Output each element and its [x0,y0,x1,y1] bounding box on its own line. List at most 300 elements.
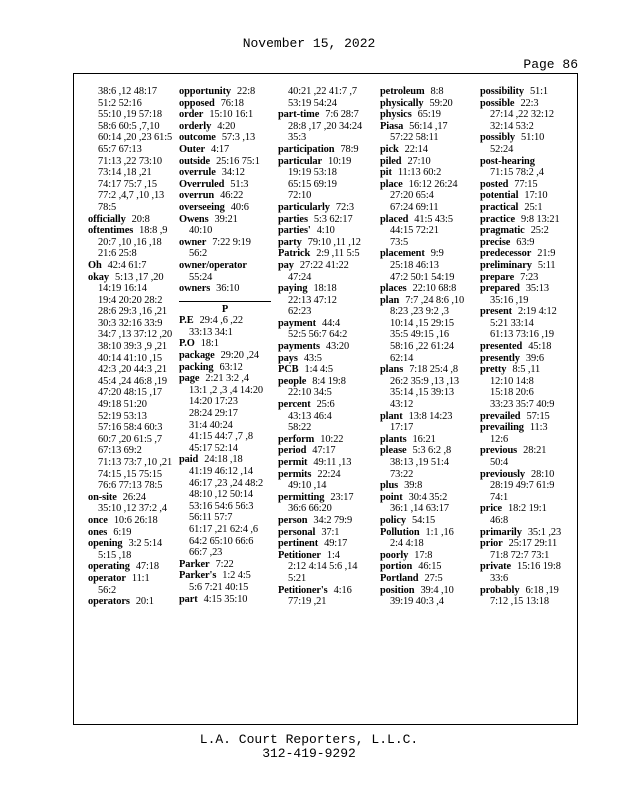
index-reference-line: 21:6 25:8 [98,248,137,260]
index-entry [380,156,472,168]
index-entry [88,527,180,539]
index-entry [480,422,572,434]
index-reference-line: 40:10 [189,225,213,237]
index-reference-line: 35:3 [288,132,307,144]
index-references: 22:10 68:8 [412,283,457,295]
index-references: 45:18 [528,341,552,353]
index-headword: presented [480,341,523,353]
index-references: 11:3 [529,422,548,434]
index-reference-line: 47:20 48:15 ,17 [98,387,163,399]
index-entry [88,538,180,550]
index-entry [278,214,370,226]
index-references: 79:10 ,11 ,12 [307,236,361,248]
index-headword: payments [278,341,320,353]
index-entry [380,480,472,492]
index-headword: possible [480,97,515,109]
index-references: 27:22 41:22 [299,259,349,271]
index-references: 4:16 [333,584,352,596]
index-entry [380,550,472,562]
index-reference-line: 73:22 [390,468,414,480]
index-entry [88,225,180,237]
index-headword: prevailed [480,410,521,422]
index-entry [380,515,472,527]
index-entry [480,98,572,110]
index-reference-line: 27:20 65:4 [390,190,434,202]
index-headword: order [179,109,204,121]
index-reference-line: 42:3 ,20 44:3 ,21 [98,364,168,376]
index-references: 30:4 35:2 [408,491,448,503]
index-reference-line: 52:24 [490,143,514,155]
index-headword: post-hearing [480,155,535,167]
index-references: 35:13 [525,283,549,295]
index-headword: part [179,593,198,605]
index-references: 34:2 79:9 [313,514,353,526]
index-entry [278,260,370,272]
index-references: 25:17 29:11 [508,538,558,550]
index-headword: period [278,445,307,457]
index-entry [278,353,370,365]
index-entry [380,445,472,457]
index-references: 6:19 [113,526,132,538]
index-entry [88,260,180,272]
index-entry [278,376,370,388]
index-entry [480,411,572,423]
index-references: 25:2 [530,225,549,237]
index-headword: practice [480,213,515,225]
index-entry [380,86,472,98]
index-headword: pay [278,259,294,271]
index-headword: part-time [278,109,320,121]
index-headword: practical [480,201,519,213]
index-references: 23:17 [330,491,354,503]
index-reference-line: 51:2 52:16 [98,97,142,109]
index-references: 29:4 ,6 ,22 [199,315,243,327]
index-references: 29:20 ,24 [220,350,260,362]
index-entry [278,237,370,249]
index-entry [179,350,271,362]
index-entry [278,550,370,562]
index-headword: pragmatic [480,225,525,237]
index-entry [480,538,572,550]
index-references: 76:18 [220,97,244,109]
index-reference-line: 22:13 47:12 [288,294,337,306]
index-reference-line: 30:3 32:16 33:9 [98,317,163,329]
index-references: 7:23 [520,271,539,283]
index-entry [179,315,271,327]
index-references: 5:13 ,17 ,20 [114,271,164,283]
index-references: 5:3 62:17 [313,213,353,225]
index-reference-line: 58:22 [288,422,312,434]
index-reference-line: 39:19 40:3 ,4 [390,596,444,608]
index-references: 37:1 [321,526,340,538]
index-reference-line: 47:2 50:1 54:19 [390,271,455,283]
index-entry [480,179,572,191]
index-references: 18:2 19:1 [508,503,547,515]
index-entry [480,225,572,237]
index-entry [480,190,572,202]
index-entry [380,527,472,539]
index-reference-line: 35:10 ,12 37:2 ,4 [98,503,168,515]
index-column-4 [380,86,472,608]
index-entry [179,559,271,571]
index-reference-line: 52:19 53:13 [98,410,147,422]
index-entry [480,283,572,295]
index-reference-line: 58:6 60:5 ,7,10 [98,120,160,132]
index-headword: operator [88,572,126,584]
index-headword: price [480,503,503,515]
index-headword: prevailing [480,422,524,434]
index-references: 51:10 [521,132,545,144]
index-reference-line: 45:4 ,24 46:8 ,19 [98,375,168,387]
index-entry [179,237,271,249]
index-headword: pick [380,143,399,155]
index-headword: perform [278,433,315,445]
index-reference-line: 35:5 49:15 ,16 [390,329,449,341]
index-references: 49:11 ,13 [313,457,352,468]
index-reference-line: 49:18 51:20 [98,399,147,411]
index-entry [380,98,472,110]
index-reference-line: 8:23 ,23 9:2 ,3 [390,306,449,318]
index-column-2 [179,86,271,605]
index-reference-line: 47:24 [288,271,312,283]
index-references: 22:24 [317,468,341,480]
index-entry [88,515,180,527]
index-references: 77:15 [514,178,538,190]
index-references: 25:1 [524,201,543,213]
index-entry [480,469,572,481]
index-entry [179,86,271,98]
index-headword: outcome [179,132,216,144]
index-entry [278,144,370,156]
index-headword: opportunity [179,86,232,97]
index-entry [480,214,572,226]
index-reference-line: 48:10 ,12 50:14 [189,489,254,501]
index-headword: point [380,491,403,503]
index-reference-line: 57:22 58:11 [390,132,439,144]
index-headword: pertinent [278,538,319,550]
index-reference-line: 56:2 [189,248,208,260]
index-references: 36:10 [216,283,240,295]
index-entry [179,214,271,226]
index-entry [179,167,271,179]
index-headword: posted [480,178,509,190]
index-entry [480,260,572,272]
index-references: 8:8 [430,86,444,97]
index-headword: presently [480,352,520,364]
index-headword: places [380,283,407,295]
index-references: 54:15 [411,514,436,526]
index-references: 18:8 ,9 [139,225,168,237]
index-entry [480,353,572,365]
index-headword: policy [380,514,406,526]
index-reference-line: 41:15 44:7 ,7 ,8 [189,431,253,443]
index-headword: overrule [179,167,216,179]
index-references: 51:3 [230,178,249,190]
index-entry [480,527,572,539]
index-entry [88,561,180,573]
index-entry [480,86,572,98]
index-entry [278,318,370,330]
index-entry [88,492,180,504]
index-references: 24:18 ,18 [204,454,243,466]
index-headword: package [179,350,215,362]
index-entry [380,411,472,423]
index-reference-line: 5:15 ,18 [98,549,132,561]
index-reference-line: 52:5 56:7 64:2 [288,329,348,341]
index-reference-line: 17:17 [390,422,414,434]
index-reference-line: 36:6 66:20 [288,503,332,515]
index-references: 39:8 [404,480,423,492]
index-reference-line: 72:10 [288,190,312,202]
index-headword: previous [480,445,518,457]
footer-phone: 312-419-9292 [262,746,356,761]
index-headword: payment [278,317,316,329]
index-headword: probably [480,584,520,596]
index-headword: poorly [380,549,409,561]
index-references: 43:20 [325,341,350,353]
index-entry [380,248,472,260]
index-references: 2:19 4:12 [518,306,557,318]
index-reference-line: 77:2 ,4,7 ,10 ,13 [98,190,165,202]
index-entry [179,373,271,385]
index-reference-line: 26:2 35:9 ,13 ,13 [390,375,460,387]
index-headword: prior [480,538,503,550]
index-entry [278,527,370,539]
index-entry [480,306,572,318]
index-reference-line: 49:10 ,14 [288,480,327,492]
index-entry [480,585,572,597]
index-headword: orderly [179,120,212,132]
index-entry [380,121,472,133]
index-reference-line: 73:14 ,18 ,21 [98,167,152,179]
index-headword: Overruled [179,178,225,190]
index-entry [480,364,572,376]
index-reference-line: 19:4 20:20 28:2 [98,294,163,306]
index-references: 17:8 [414,549,433,561]
index-entry [179,283,271,295]
index-reference-line: 5:21 [288,572,307,584]
index-reference-line: 10:14 ,15 29:15 [390,317,455,329]
index-reference-line: 2:12 4:14 5:6 ,14 [288,561,358,573]
index-headword: on-site [88,491,117,503]
index-headword: owner [179,236,207,248]
index-reference-line: 71:13 ,22 73:10 [98,155,163,167]
index-entry [480,237,572,249]
index-reference-line: 53:16 54:6 56:3 [189,500,254,512]
index-entry [480,202,572,214]
index-entry [480,341,572,353]
index-references: 1:4 [326,549,340,561]
index-reference-line: 50:4 [490,457,509,468]
index-headword: plants [380,433,407,445]
index-references: 22:14 [404,143,428,155]
index-entry [179,156,271,168]
index-headword: physically [380,97,424,109]
index-headword: place [380,178,403,190]
index-headword: personal [278,526,316,538]
index-references: 4:20 [217,120,236,132]
index-references: 39:6 [525,352,544,364]
index-reference-line: 28:6 29:3 ,16 ,21 [98,306,168,318]
index-reference-line: 76:6 77:13 78:5 [98,480,163,492]
index-references: 41:5 43:5 [414,213,453,225]
index-references: 46:22 [220,190,244,202]
index-entry [179,454,271,466]
index-reference-line: 62:23 [288,306,312,318]
index-references: 51:1 [529,86,549,97]
index-entry [278,202,370,214]
index-references: 1:4 4:5 [304,364,333,376]
index-entry [179,570,271,582]
index-entry [278,457,370,469]
index-entry [278,515,370,527]
index-headword: Outer [179,143,206,155]
index-headword: prepare [480,271,515,283]
index-reference-line: 57:16 58:4 60:3 [98,422,163,434]
index-reference-line: 74:15 ,15 75:15 [98,468,163,480]
index-references: 15:10 16:1 [209,109,254,121]
index-references: 25:16 75:1 [216,155,260,167]
index-references: 40:6 [230,201,249,213]
page-number: Page 86 [523,57,578,72]
index-references: 35:1 ,23 [527,526,562,538]
index-reference-line: 53:19 54:24 [288,97,337,109]
index-references: 4:10 [316,225,335,237]
index-entry [480,445,572,457]
index-references: 25:6 [316,399,335,411]
index-references: 28:21 [523,445,547,457]
index-references: 42:4 61:7 [107,259,147,271]
index-reference-line: 2:4 4:18 [390,538,424,550]
index-headword: placed [380,213,409,225]
index-entry [88,214,180,226]
index-reference-line: 33:13 34:1 [189,326,233,338]
index-references: 27:5 [424,572,443,584]
index-entry [179,121,271,133]
index-column-3 [278,86,370,608]
index-headword: Parker's [179,570,217,582]
index-references: 7:18 25:4 ,8 [409,364,458,376]
index-reference-line: 78:5 [98,201,117,213]
index-entry [278,225,370,237]
index-headword: oftentimes [88,225,134,237]
index-headword: plant [380,410,403,422]
index-references: 72:3 [335,201,354,213]
index-headword: possibility [480,86,524,97]
index-reference-line: 61:17 ,21 62:4 ,6 [189,523,259,535]
section-letter: P [221,303,229,315]
index-headword: position [380,584,415,596]
index-reference-line: 45:17 52:14 [189,442,238,454]
index-headword: opposed [179,97,215,109]
index-entry [179,132,271,144]
index-reference-line: 15:18 20:6 [490,387,534,399]
index-reference-line: 20:7 ,10 ,16 ,18 [98,236,162,248]
index-headword: overseeing [179,201,225,213]
index-headword: owner/operator [179,259,247,271]
index-entry [278,283,370,295]
index-reference-line: 46:8 [490,514,509,526]
index-entry [380,492,472,504]
index-entry [278,248,370,260]
index-references: 78:9 [340,143,359,155]
index-headword: page [179,373,200,385]
index-references: 43:5 [303,352,322,364]
index-entry [179,109,271,121]
index-headword: parties' [278,225,311,237]
index-headword: Petitioner [278,549,321,561]
index-references: 18:18 [313,283,337,295]
index-entry [380,179,472,191]
index-headword: percent [278,399,311,411]
index-headword: particularly [278,201,330,213]
index-headword: participation [278,143,335,155]
index-headword: PCB [278,364,299,376]
index-entry [278,364,370,376]
index-headword: overrun [179,190,215,202]
index-reference-line: 43:13 46:4 [288,410,332,422]
index-entry [380,109,472,121]
section-divider [179,301,271,302]
footer-company: L.A. Court Reporters, L.L.C. [199,732,419,747]
index-headword: people [278,375,307,387]
index-reference-line: 38:13 ,19 51:4 [390,457,449,468]
index-references: 34:12 [221,167,245,179]
index-reference-line: 27:14 ,22 32:12 [490,109,555,121]
index-references: 1:1 ,16 [425,526,454,538]
index-entry [179,190,271,202]
index-reference-line: 14:20 17:23 [189,396,238,408]
index-reference-line: 56:2 [98,584,117,596]
index-references: 59:20 [429,97,453,109]
index-headword: please [380,445,407,457]
index-entry [480,272,572,284]
index-reference-line: 38:6 ,12 48:17 [98,86,157,97]
index-reference-line: 71:15 78:2 ,4 [490,167,544,179]
index-references: 13:8 14:23 [408,410,453,422]
index-references: 7:6 28:7 [325,109,359,121]
index-entry [179,594,271,606]
index-headword: operators [88,596,130,608]
index-reference-line: 12:10 14:8 [490,375,534,387]
index-reference-line: 67:24 69:11 [390,201,439,213]
index-reference-line: 34:7 ,13 37:12 ,20 [98,329,173,341]
index-reference-line: 55:10 ,19 57:18 [98,109,163,121]
index-entry [278,585,370,597]
index-reference-line: 35:16 ,19 [490,294,529,306]
index-reference-line: 13:1 ,2 ,3 ,4 14:20 [189,384,264,396]
index-entry [278,445,370,457]
index-entry [88,272,180,284]
index-headword: paying [278,283,308,295]
index-entry [380,434,472,446]
index-reference-line: 77:19 ,21 [288,596,327,608]
index-reference-line: 5:6 7:21 40:15 [189,581,249,593]
index-reference-line: 38:10 39:3 ,9 ,21 [98,341,168,353]
index-references: 49:17 [324,538,348,550]
index-reference-line: 55:24 [189,271,213,283]
index-reference-line: 36:1 ,14 63:17 [390,503,449,515]
index-entry [380,573,472,585]
index-headword: officially [88,213,126,225]
index-headword: Parker [179,558,210,570]
index-references: 22:3 [520,97,539,109]
index-references: 63:9 [516,236,535,248]
index-references: 57:3 ,13 [221,132,256,144]
index-reference-line: 22:10 34:5 [288,387,332,399]
index-headword: placement [380,248,425,260]
index-reference-line: 46:17 ,23 ,24 48:2 [189,477,264,489]
